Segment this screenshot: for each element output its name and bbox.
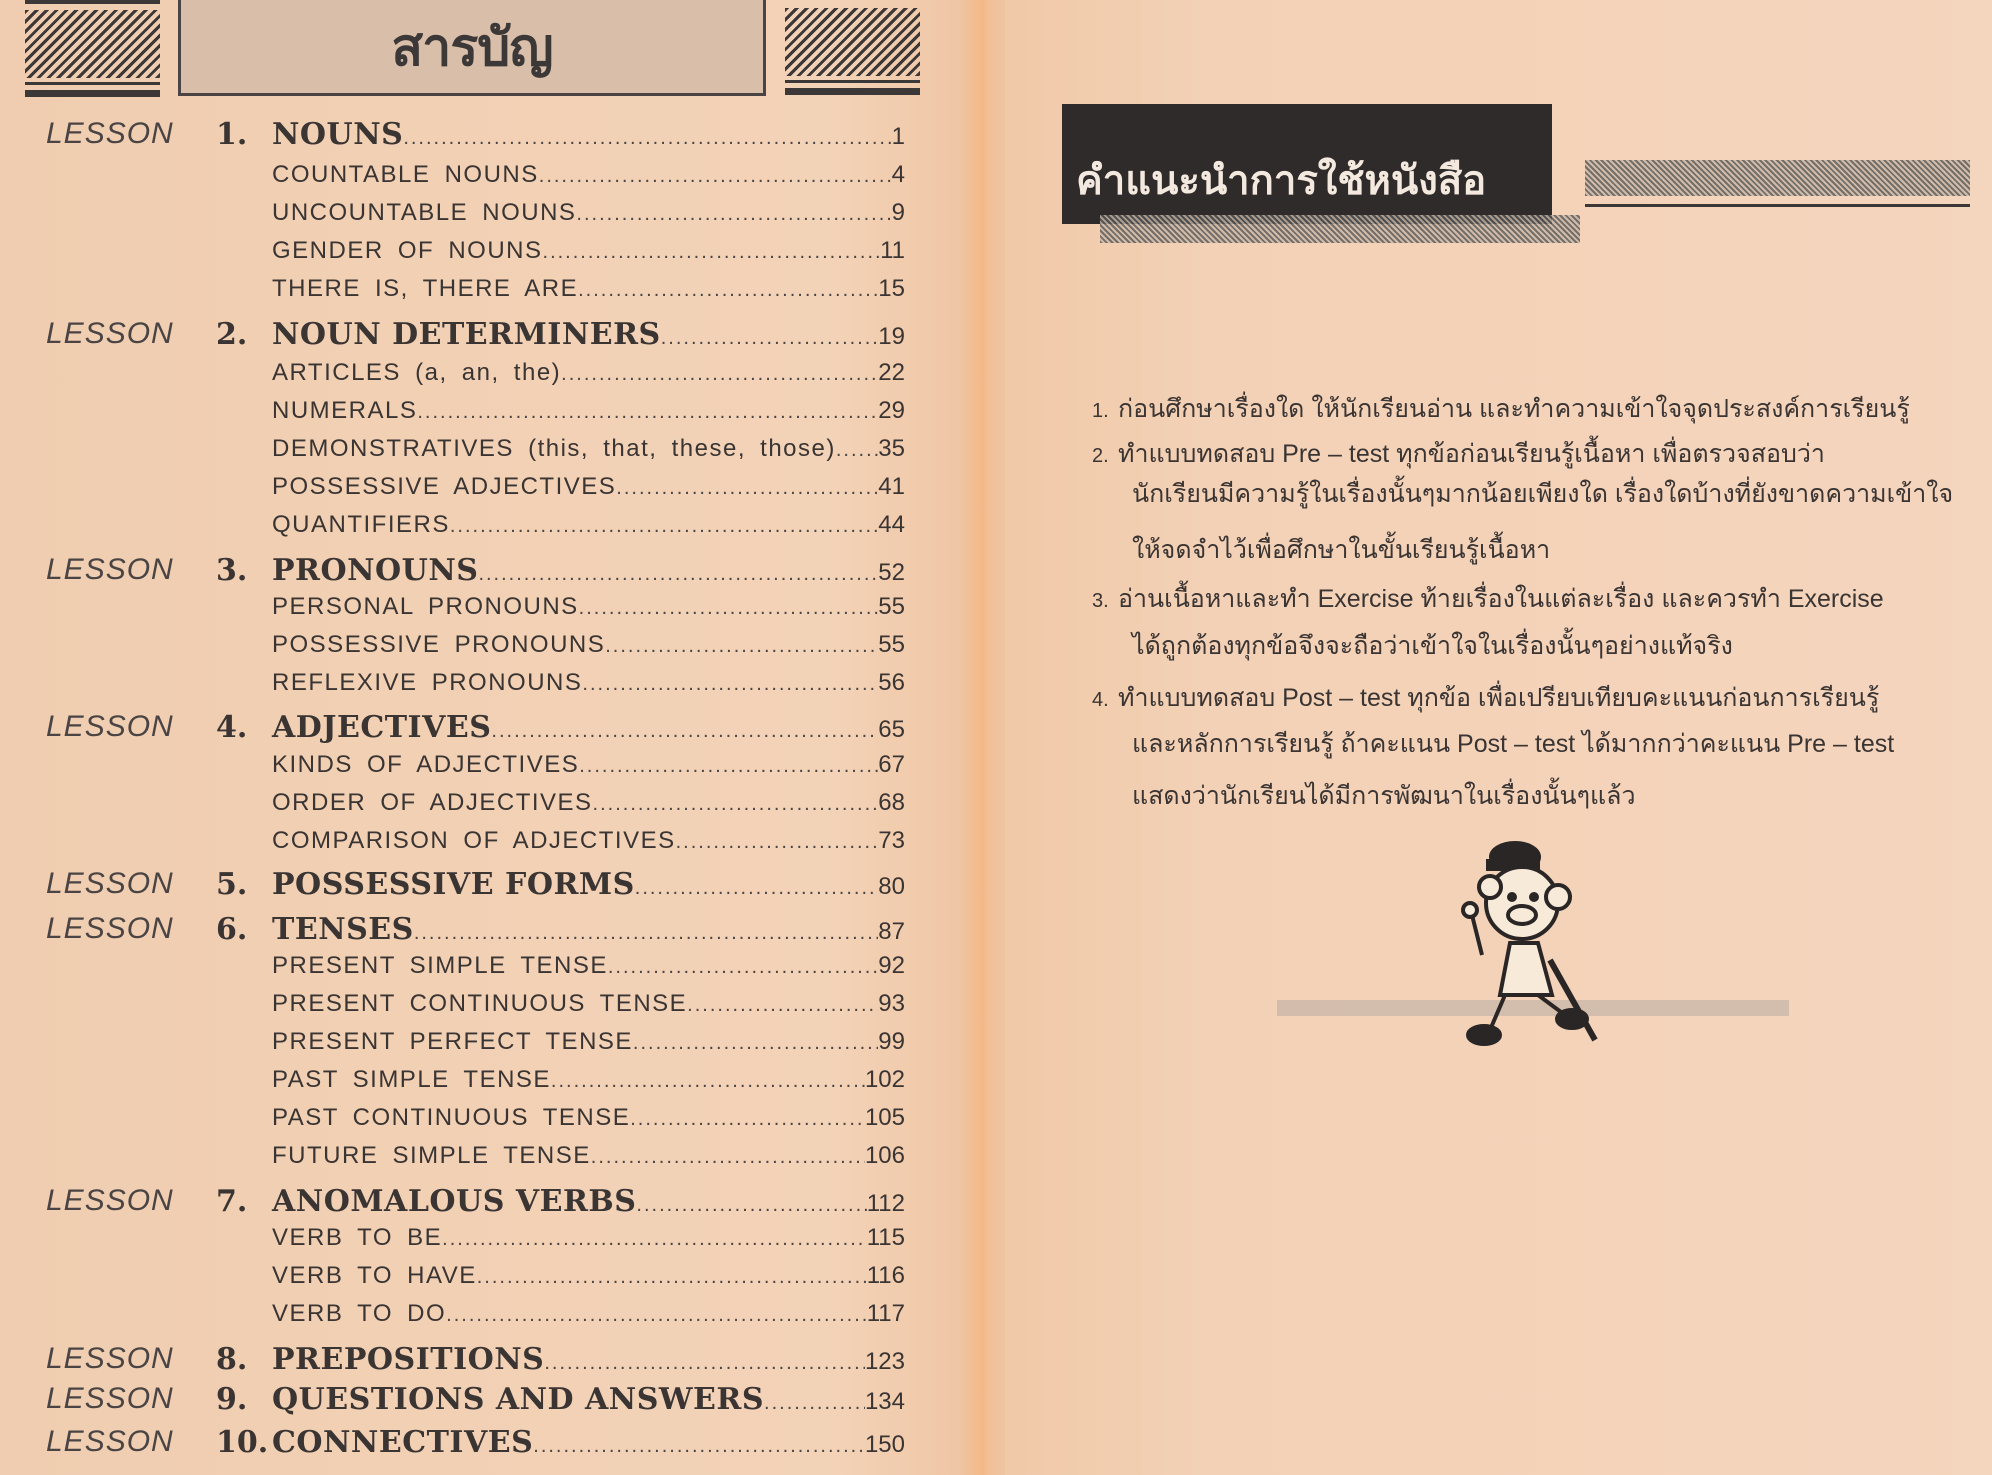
toc-entry [272,1066,905,1094]
toc-lesson-row [0,1425,905,1463]
lesson-label: LESSON [46,1382,174,1415]
lesson-label: LESSON [46,1342,174,1375]
dot-leader [543,241,881,264]
toc-entry [272,1184,905,1219]
hatch-decoration-right [785,8,920,76]
page-number: 44 [878,511,905,538]
subtopic-title: PRESENT CONTINUOUS TENSE [272,990,688,1017]
lesson-number: 9. [216,1382,248,1417]
dot-leader [687,994,878,1017]
toc-subtopic-row [0,1142,905,1180]
toc-entry [272,990,905,1018]
subtopic-title: ARTICLES (a, an, the) [272,359,562,386]
toc-title-box [178,0,766,96]
dot-leader [477,1266,867,1289]
toc-entry [272,397,905,425]
instruction-number: 4. [1092,689,1109,711]
toc-entry [272,553,905,588]
subtopic-title: ORDER OF ADJECTIVES [272,789,593,816]
instruction-line [1132,474,1953,514]
lesson-label: LESSON [46,867,174,900]
page-number: 4 [891,161,905,188]
toc-entry [272,1342,905,1377]
lesson-title: ADJECTIVES [272,710,492,745]
toc-entry [272,237,905,265]
toc-entry [272,631,905,659]
toc-entry [272,1028,905,1056]
dot-leader [491,720,878,743]
instruction-line [1132,626,1733,666]
subtopic-title: UNCOUNTABLE NOUNS [272,199,577,226]
toc-subtopic-row [0,751,905,789]
toc-subtopic-row [0,161,905,199]
toc-subtopic-row [0,990,905,1028]
toc-subtopic-row [0,359,905,397]
dot-leader [582,673,878,696]
toc-subtopic-row [0,1224,905,1262]
lesson-label: LESSON [46,1184,174,1217]
toc-lesson-row [0,553,905,591]
dot-leader [591,1146,865,1169]
page-number: 67 [878,751,905,778]
lesson-label: LESSON [46,912,174,945]
dot-leader [446,1304,867,1327]
clown-mascot-illustration [1460,835,1620,1060]
page-number: 150 [864,1431,905,1458]
toc-entry [272,1382,905,1417]
instruction-line [1092,678,1879,718]
lesson-label: LESSON [46,117,174,150]
subtopic-title: REFLEXIVE PRONOUNS [272,669,583,696]
page-number: 55 [878,631,905,658]
toc-entry [272,669,905,697]
toc-lesson-row [0,867,905,905]
toc-subtopic-row [0,1066,905,1104]
toc-entry [272,275,905,303]
lesson-number: 5. [216,867,248,902]
subtopic-title: COMPARISON OF ADJECTIVES [272,827,676,854]
instructions-heading-box [1062,104,1552,224]
page-number: 123 [864,1348,905,1375]
subtopic-title: VERB TO DO [272,1300,447,1327]
page-number: 73 [878,827,905,854]
subtopic-title: VERB TO HAVE [272,1262,477,1289]
toc-entry [272,912,905,947]
toc-subtopic-row [0,631,905,669]
subtopic-title: THERE IS, THERE ARE [272,275,579,302]
toc-lesson-row [0,1382,905,1420]
toc-entry [272,1104,905,1132]
subtopic-title: POSSESSIVE PRONOUNS [272,631,606,658]
dot-leader [608,956,878,979]
lesson-label: LESSON [46,317,174,350]
subtopic-title: QUANTIFIERS [272,511,450,538]
page-number: 115 [866,1224,905,1251]
page-number: 105 [864,1104,905,1131]
toc-subtopic-row [0,275,905,313]
toc-entry [272,710,905,745]
toc-lesson-row [0,710,905,748]
divider [1585,204,1970,207]
toc-lesson-row [0,1342,905,1380]
lesson-label: LESSON [46,710,174,743]
toc-entry [272,827,905,855]
divider [25,82,160,85]
lesson-title: PREPOSITIONS [272,1342,545,1377]
lesson-title: POSSESSIVE FORMS [272,867,635,902]
toc-subtopic-row [0,511,905,549]
page-number: 1 [891,123,905,150]
toc-subtopic-row [0,1028,905,1066]
page-number: 99 [878,1028,905,1055]
toc-title: สารบัญ [391,18,553,77]
instructions-heading: คำแนะนำการใช้หนังสือ [1076,159,1487,203]
dot-leader [636,1194,866,1217]
lesson-number: 3. [216,553,248,588]
lesson-number: 1. [216,117,248,152]
dot-leader [576,203,891,226]
lesson-title: PRONOUNS [272,553,479,588]
subtopic-title: PAST CONTINUOUS TENSE [272,1104,631,1131]
page-number: 35 [878,435,905,462]
instruction-text: ให้จดจำไว้เพื่อศึกษาในขั้นเรียนรู้เนื้อหา [1132,536,1551,564]
toc-entry [272,1262,905,1290]
dot-leader [533,1435,865,1458]
page-number: 117 [866,1300,905,1327]
page-number: 15 [878,275,905,302]
toc-subtopic-row [0,789,905,827]
subtopic-title: COUNTABLE NOUNS [272,161,539,188]
dot-leader [605,635,878,658]
instruction-line [1132,776,1635,816]
instruction-number: 2. [1092,445,1109,467]
page-number: 52 [878,559,905,586]
page-number: 19 [878,323,905,350]
lesson-title: NOUNS [272,117,404,152]
page-number: 65 [878,716,905,743]
toc-lesson-row [0,912,905,950]
page-number: 93 [878,990,905,1017]
lesson-title: CONNECTIVES [272,1425,534,1460]
lesson-number: 8. [216,1342,248,1377]
dot-leader [836,439,878,462]
dot-leader [478,563,878,586]
toc-subtopic-row [0,473,905,511]
toc-subtopic-row [0,1104,905,1142]
lesson-number: 6. [216,912,248,947]
toc-subtopic-row [0,669,905,707]
toc-subtopic-row [0,593,905,631]
instruction-text: ทำแบบทดสอบ Pre – test ทุกข้อก่อนเรียนรู้เนื้อหา เพื่อตรวจสอบว่า [1118,440,1825,468]
dot-leader [442,1228,867,1251]
instruction-text: นักเรียนมีความรู้ในเรื่องนั้นๆมากน้อยเพียงใด เรื่องใดบ้างที่ยังขาดความเข้าใจ [1132,480,1954,508]
dot-leader [661,327,879,350]
dot-leader [630,1108,865,1131]
instruction-line [1132,530,1550,570]
divider [25,0,160,4]
lesson-title: QUESTIONS AND ANSWERS [272,1382,765,1417]
instruction-text: และหลักการเรียนรู้ ถ้าคะแนน Post – test ได้มากกว่าคะแนน Pre – test [1132,730,1895,758]
page-number: 41 [878,473,905,500]
dot-leader [417,401,878,424]
page-number: 116 [866,1262,905,1289]
dot-leader [450,515,878,538]
dot-leader [764,1392,865,1415]
instruction-number: 1. [1092,400,1109,422]
instruction-line [1092,389,1910,429]
toc-subtopic-row [0,1300,905,1338]
page-number: 22 [878,359,905,386]
hatch-decoration-left [25,10,160,78]
page-number: 102 [864,1066,905,1093]
dot-leader [561,363,878,386]
divider [785,88,920,95]
toc-entry [272,199,905,227]
toc-entry [272,1142,905,1170]
toc-subtopic-row [0,237,905,275]
subtopic-title: PERSONAL PRONOUNS [272,593,579,620]
dot-leader [551,1070,865,1093]
toc-entry [272,117,905,152]
page-number: 55 [878,593,905,620]
page-number: 87 [878,918,905,945]
subtopic-title: PRESENT PERFECT TENSE [272,1028,633,1055]
dot-leader [579,755,878,778]
toc-entry [272,1300,905,1328]
dot-leader [635,877,879,900]
page-number: 29 [878,397,905,424]
subtopic-title: NUMERALS [272,397,418,424]
toc-entry [272,1425,905,1460]
subtopic-title: PAST SIMPLE TENSE [272,1066,551,1093]
dot-leader [414,922,878,945]
toc-subtopic-row [0,1262,905,1300]
toc-entry [272,161,905,189]
page-number: 68 [878,789,905,816]
toc-entry [272,593,905,621]
dot-leader [578,279,878,302]
stipple-decoration [1100,215,1580,243]
dot-leader [633,1032,878,1055]
page-number: 9 [891,199,905,226]
instruction-text: ทำแบบทดสอบ Post – test ทุกข้อ เพื่อเปรียบเทียบคะแนนก่อนการเรียนรู้ [1118,684,1880,712]
lesson-title: TENSES [272,912,414,947]
instruction-line [1092,579,1884,619]
toc-entry [272,789,905,817]
lesson-title: ANOMALOUS VERBS [272,1184,637,1219]
toc-lesson-row [0,1184,905,1222]
subtopic-title: VERB TO BE [272,1224,443,1251]
subtopic-title: DEMONSTRATIVES (this, that, these, those) [272,435,836,462]
dot-leader [544,1352,865,1375]
dot-leader [616,477,878,500]
stipple-decoration [1585,160,1970,196]
toc-subtopic-row [0,397,905,435]
toc-entry [272,435,905,463]
toc-subtopic-row [0,952,905,990]
divider [25,90,160,97]
lesson-label: LESSON [46,1425,174,1458]
toc-entry [272,473,905,501]
toc-entry [272,867,905,902]
subtopic-title: POSSESSIVE ADJECTIVES [272,473,617,500]
toc-entry [272,1224,905,1252]
lesson-title: NOUN DETERMINERS [272,317,661,352]
page-number: 134 [864,1388,905,1415]
toc-lesson-row [0,317,905,355]
toc-entry [272,317,905,352]
instruction-line [1132,724,1894,764]
subtopic-title: PRESENT SIMPLE TENSE [272,952,608,979]
toc-subtopic-row [0,435,905,473]
lesson-number: 2. [216,317,248,352]
subtopic-title: KINDS OF ADJECTIVES [272,751,580,778]
book-gutter [960,0,1010,1475]
lesson-number: 7. [216,1184,248,1219]
instruction-text: แสดงว่านักเรียนได้มีการพัฒนาในเรื่องนั้นๆแล้ว [1132,782,1636,810]
page-number: 106 [864,1142,905,1169]
instruction-text: อ่านเนื้อหาและทำ Exercise ท้ายเรื่องในแต่ละเรื่อง และควรทำ Exercise [1118,585,1884,613]
toc-lesson-row [0,117,905,155]
dot-leader [539,165,892,188]
dot-leader [403,127,891,150]
instruction-text: ก่อนศึกษาเรื่องใด ให้นักเรียนอ่าน และทำความเข้าใจจุดประสงค์การเรียนรู้ [1118,395,1910,423]
instruction-line [1092,434,1825,474]
divider [785,80,920,83]
page-number: 112 [866,1190,905,1217]
subtopic-title: GENDER OF NOUNS [272,237,543,264]
page-number: 92 [878,952,905,979]
dot-leader [676,831,879,854]
lesson-number: 4. [216,710,248,745]
toc-subtopic-row [0,827,905,865]
dot-leader [579,597,879,620]
lesson-number: 10. [216,1425,269,1460]
toc-entry [272,511,905,539]
page-number: 56 [878,669,905,696]
dot-leader [593,793,879,816]
toc-entry [272,952,905,980]
toc-entry [272,751,905,779]
toc-subtopic-row [0,199,905,237]
subtopic-title: FUTURE SIMPLE TENSE [272,1142,591,1169]
lesson-label: LESSON [46,553,174,586]
instruction-text: ได้ถูกต้องทุกข้อจึงจะถือว่าเข้าใจในเรื่องนั้นๆอย่างแท้จริง [1132,632,1733,660]
left-page-table-of-contents [0,0,975,1475]
instruction-number: 3. [1092,590,1109,612]
page-number: 11 [880,237,905,264]
toc-entry [272,359,905,387]
page-number: 80 [878,873,905,900]
